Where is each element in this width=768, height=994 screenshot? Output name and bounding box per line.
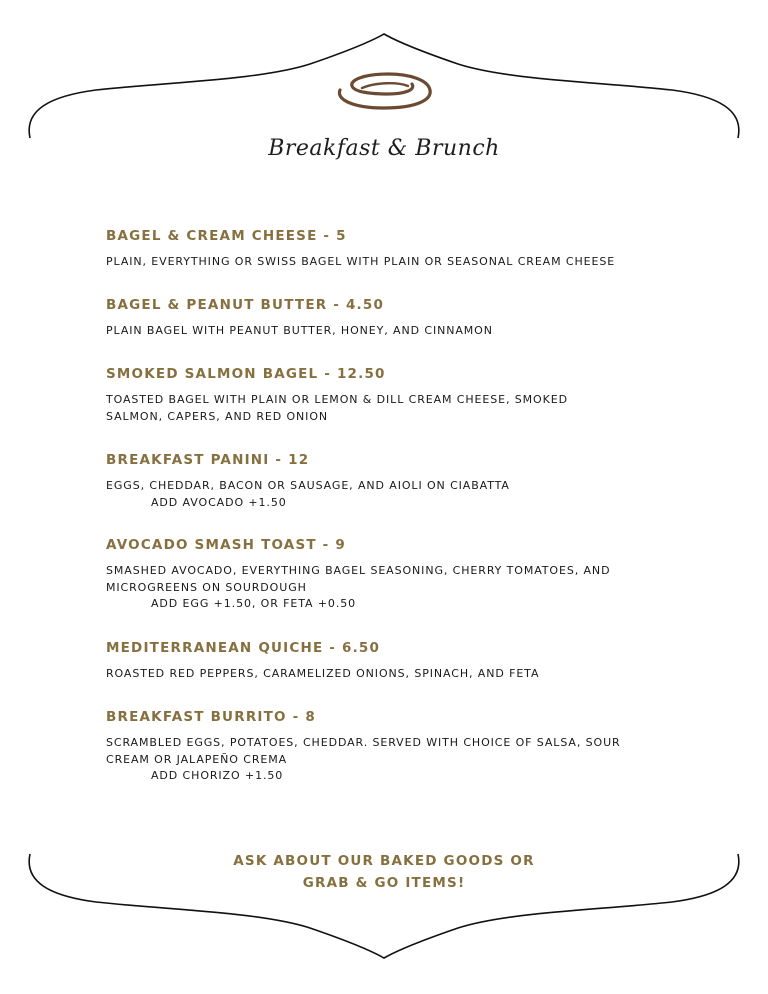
menu-item-name: AVOCADO SMASH TOAST - 9 (106, 537, 346, 553)
menu-item-description: EGGS, CHEDDAR, BACON OR SAUSAGE, AND AIOLI ON CIABATTA (106, 479, 510, 492)
menu-item-description: PLAIN, EVERYTHING OR SWISS BAGEL WITH PLAIN OR SEASONAL CREAM CHEESE (106, 255, 616, 268)
menu-item-description: PLAIN BAGEL WITH PEANUT BUTTER, HONEY, AND CINNAMON (106, 324, 493, 337)
menu-item-name: BAGEL & CREAM CHEESE - 5 (106, 228, 347, 244)
menu-item-addon: ADD AVOCADO +1.50 (151, 495, 287, 509)
menu-item-name: BREAKFAST PANINI - 12 (106, 452, 310, 468)
menu-item (106, 639, 626, 708)
footer-line: GRAB & GO ITEMS! (302, 875, 466, 891)
menu-item (106, 708, 626, 785)
menu-item-description: SMASHED AVOCADO, EVERYTHING BAGEL SEASONING, CHERRY TOMATOES, AND MICROGREENS ON SOURDOUGH (106, 564, 611, 594)
menu-item-description: SCRAMBLED EGGS, POTATOES, CHEDDAR. SERVED WITH CHOICE OF SALSA, SOUR CREAM OR JALAPEÑO CREMA (106, 736, 621, 766)
menu-item (106, 536, 626, 639)
menu-item-name: SMOKED SALMON BAGEL - 12.50 (106, 366, 386, 382)
menu-item (106, 296, 626, 365)
menu-item-name: BREAKFAST BURRITO - 8 (106, 709, 316, 725)
menu-item-addon: ADD EGG +1.50, OR FETA +0.50 (151, 597, 357, 610)
page-title: Breakfast & Brunch (268, 136, 500, 161)
menu-item-name: BAGEL & PEANUT BUTTER - 4.50 (106, 297, 385, 313)
menu-item-addon: ADD CHORIZO +1.50 (151, 769, 284, 782)
menu-list (106, 227, 626, 785)
footer-line: ASK ABOUT OUR BAKED GOODS OR (233, 853, 535, 869)
footer-note (0, 850, 768, 894)
menu-item-description: TOASTED BAGEL WITH PLAIN OR LEMON & DILL CREAM CHEESE, SMOKED SALMON, CAPERS, AND RED ONION (106, 393, 568, 423)
menu-item-description: ROASTED RED PEPPERS, CARAMELIZED ONIONS, SPINACH, AND FETA (106, 667, 540, 680)
coffee-swirl-icon (332, 68, 436, 114)
menu-item (106, 365, 626, 451)
menu-item (106, 227, 626, 296)
menu-item (106, 451, 626, 536)
menu-item-name: MEDITERRANEAN QUICHE - 6.50 (106, 640, 381, 656)
